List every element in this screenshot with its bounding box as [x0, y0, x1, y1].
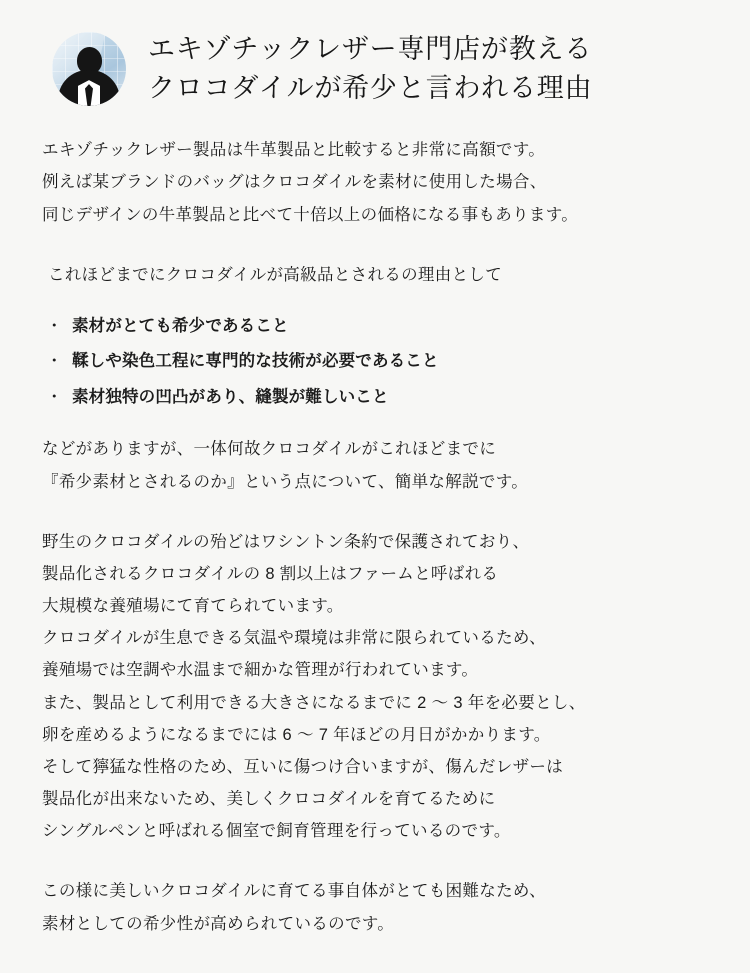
paragraph-conclusion-line-1: この様に美しいクロコダイルに育てる事自体がとても困難なため、	[42, 882, 546, 901]
paragraph-farming	[42, 526, 710, 848]
paragraph-farming-line-4: クロコダイルが生息できる気温や環境は非常に限られているため、	[42, 629, 546, 648]
reasons-list	[42, 309, 710, 415]
list-item: ・ 鞣しや染色工程に専門的な技術が必要であること	[46, 344, 710, 379]
paragraph-reasons-lead	[42, 259, 710, 291]
paragraph-reasons-lead-line-1: これほどまでにクロコダイルが高級品とされるの理由として	[48, 265, 503, 284]
paragraph-farming-line-2: 製品化されるクロコダイルの 8 割以上はファームと呼ばれる	[42, 564, 499, 583]
paragraph-conclusion	[42, 875, 710, 939]
spacer-3	[42, 415, 710, 433]
list-item: ・ 素材独特の凹凸があり、縫製が難しいこと	[46, 380, 710, 415]
paragraph-intro-line-3: 同じデザインの牛革製品と比べて十倍以上の価格になる事もあります。	[42, 205, 579, 224]
article-header	[0, 0, 750, 108]
paragraph-farming-line-1: 野生のクロコダイルの殆どはワシントン条約で保護されており、	[42, 532, 530, 551]
spacer-5	[42, 847, 710, 875]
paragraph-farming-line-8: そして獰猛な性格のため、互いに傷つけ合いますが、傷んだレザーは	[42, 757, 564, 776]
paragraph-farming-line-3: 大規模な養殖場にて育てられています。	[42, 597, 344, 616]
paragraph-conclusion-line-2: 素材としての希少性が高められているのです。	[42, 914, 395, 933]
paragraph-intro	[42, 134, 710, 231]
paragraph-farming-line-6: また、製品として利用できる大きさになるまでに 2 〜 3 年を必要とし、	[42, 693, 586, 712]
paragraph-farming-line-7: 卵を産めるようになるまでには 6 〜 7 年ほどの月日がかかります。	[42, 725, 551, 744]
spacer-1	[42, 231, 710, 259]
page-title-line-1: エキゾチックレザー専門店が教える	[148, 34, 593, 64]
page-title-line-2: クロコダイルが希少と言われる理由	[148, 73, 593, 104]
paragraph-farming-line-9: 製品化が出来ないため、美しくクロコダイルを育てるために	[42, 790, 496, 809]
businessman-silhouette-avatar-icon	[52, 32, 126, 106]
paragraph-transition-line-1: などがありますが、一体何故クロコダイルがこれほどまでに	[42, 440, 497, 459]
spacer-2	[42, 291, 710, 309]
paragraph-transition-line-2: 『希少素材とされるのか』という点について、簡単な解説です。	[42, 472, 529, 491]
paragraph-transition	[42, 433, 710, 497]
list-item: ・ 素材がとても希少であること	[46, 309, 710, 344]
paragraph-farming-line-10: シングルペンと呼ばれる個室で飼育管理を行っているのです。	[42, 822, 511, 841]
paragraph-intro-line-1: エキゾチックレザー製品は牛革製品と比較すると非常に高額です。	[42, 141, 546, 160]
paragraph-intro-line-2: 例えば某ブランドのバッグはクロコダイルを素材に使用した場合、	[42, 173, 547, 192]
page-title	[148, 30, 592, 108]
paragraph-farming-line-5: 養殖場では空調や水温まで細かな管理が行われています。	[42, 661, 479, 680]
spacer-4	[42, 498, 710, 526]
article-body	[0, 108, 750, 940]
